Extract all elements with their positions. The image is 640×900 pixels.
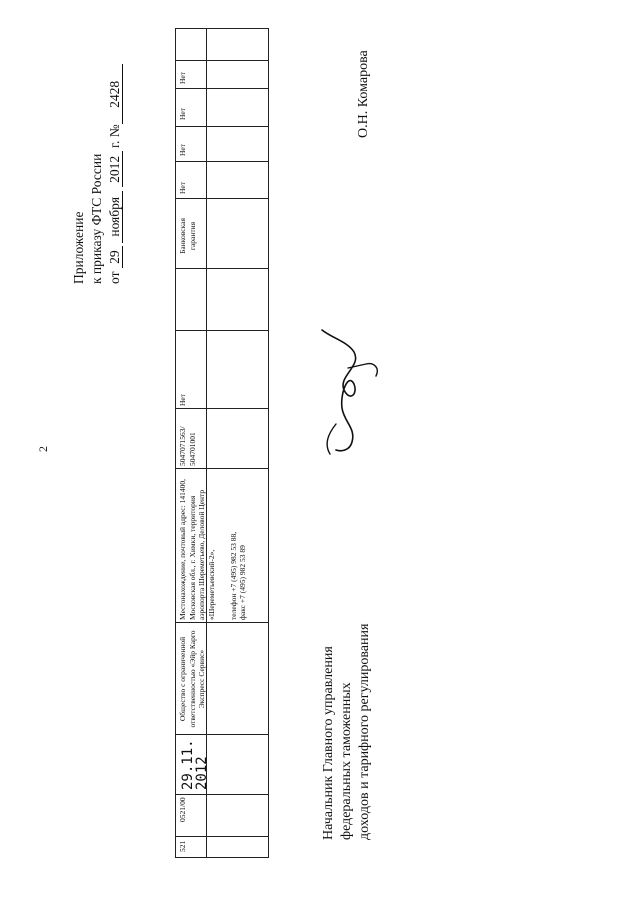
date-prefix: от [107,271,122,284]
col-divider [175,198,269,199]
col-divider [175,734,269,735]
order-date-line [106,64,123,284]
inn-kpp: 5047071563/ 504701001 [178,426,197,466]
row-index: 521 [178,840,187,852]
bank-guarantee: Банковская гарантия [178,218,197,254]
table-border-start [175,857,269,858]
appendix-title: Приложение [71,211,86,284]
col-divider [175,622,269,623]
number-sign: № [107,124,122,138]
order-number: 2428 [107,64,123,124]
year-suffix: г. [107,140,122,149]
col-divider [175,268,269,269]
no-value: Нет [178,393,187,406]
no-value: Нет [178,107,187,120]
order-day: 29 [107,246,123,268]
col-divider [175,794,269,795]
col-divider [175,60,269,61]
no-value: Нет [178,71,187,84]
col-divider [175,330,269,331]
order-year: 2012 [107,151,123,187]
signer-title-line-1: Начальник Главного управления [321,646,336,840]
license-code: 0521/00 [178,797,187,822]
no-value: Нет [178,143,187,156]
phone-text: телефон +7 (495) 982 53 88, [229,531,238,620]
col-divider [175,88,269,89]
organization-name: Общество с ограниченной ответственностью «Эйр Карго Экспресс Сервис» [178,630,206,728]
no-value: Нет [178,181,187,194]
fax-text: факс +7 (495) 982 53 89 [238,545,247,620]
page-number: 2 [36,446,50,452]
col-divider [175,161,269,162]
issue-date-stamp: 29.11. 2012 [180,739,210,790]
signer-name: О.Н. Комарова [356,50,371,138]
signature-image [318,324,384,458]
signer-title-line-2: федеральных таможенных [339,682,354,840]
col-divider [175,408,269,409]
col-divider [175,836,269,837]
order-reference: к приказу ФТС России [89,153,104,284]
col-divider [175,126,269,127]
col-divider [175,468,269,469]
table-border-end [175,28,269,29]
address-text: Местонахождение, почтовый адрес: 141400, Московская обл., г. Химки, территория аэропорта Шереметьево, Деловой Центр «Шереметьевский-2», [178,479,216,620]
signer-title-line-3: доходов и тарифного регулирования [357,623,372,840]
order-month: ноября [107,191,123,243]
